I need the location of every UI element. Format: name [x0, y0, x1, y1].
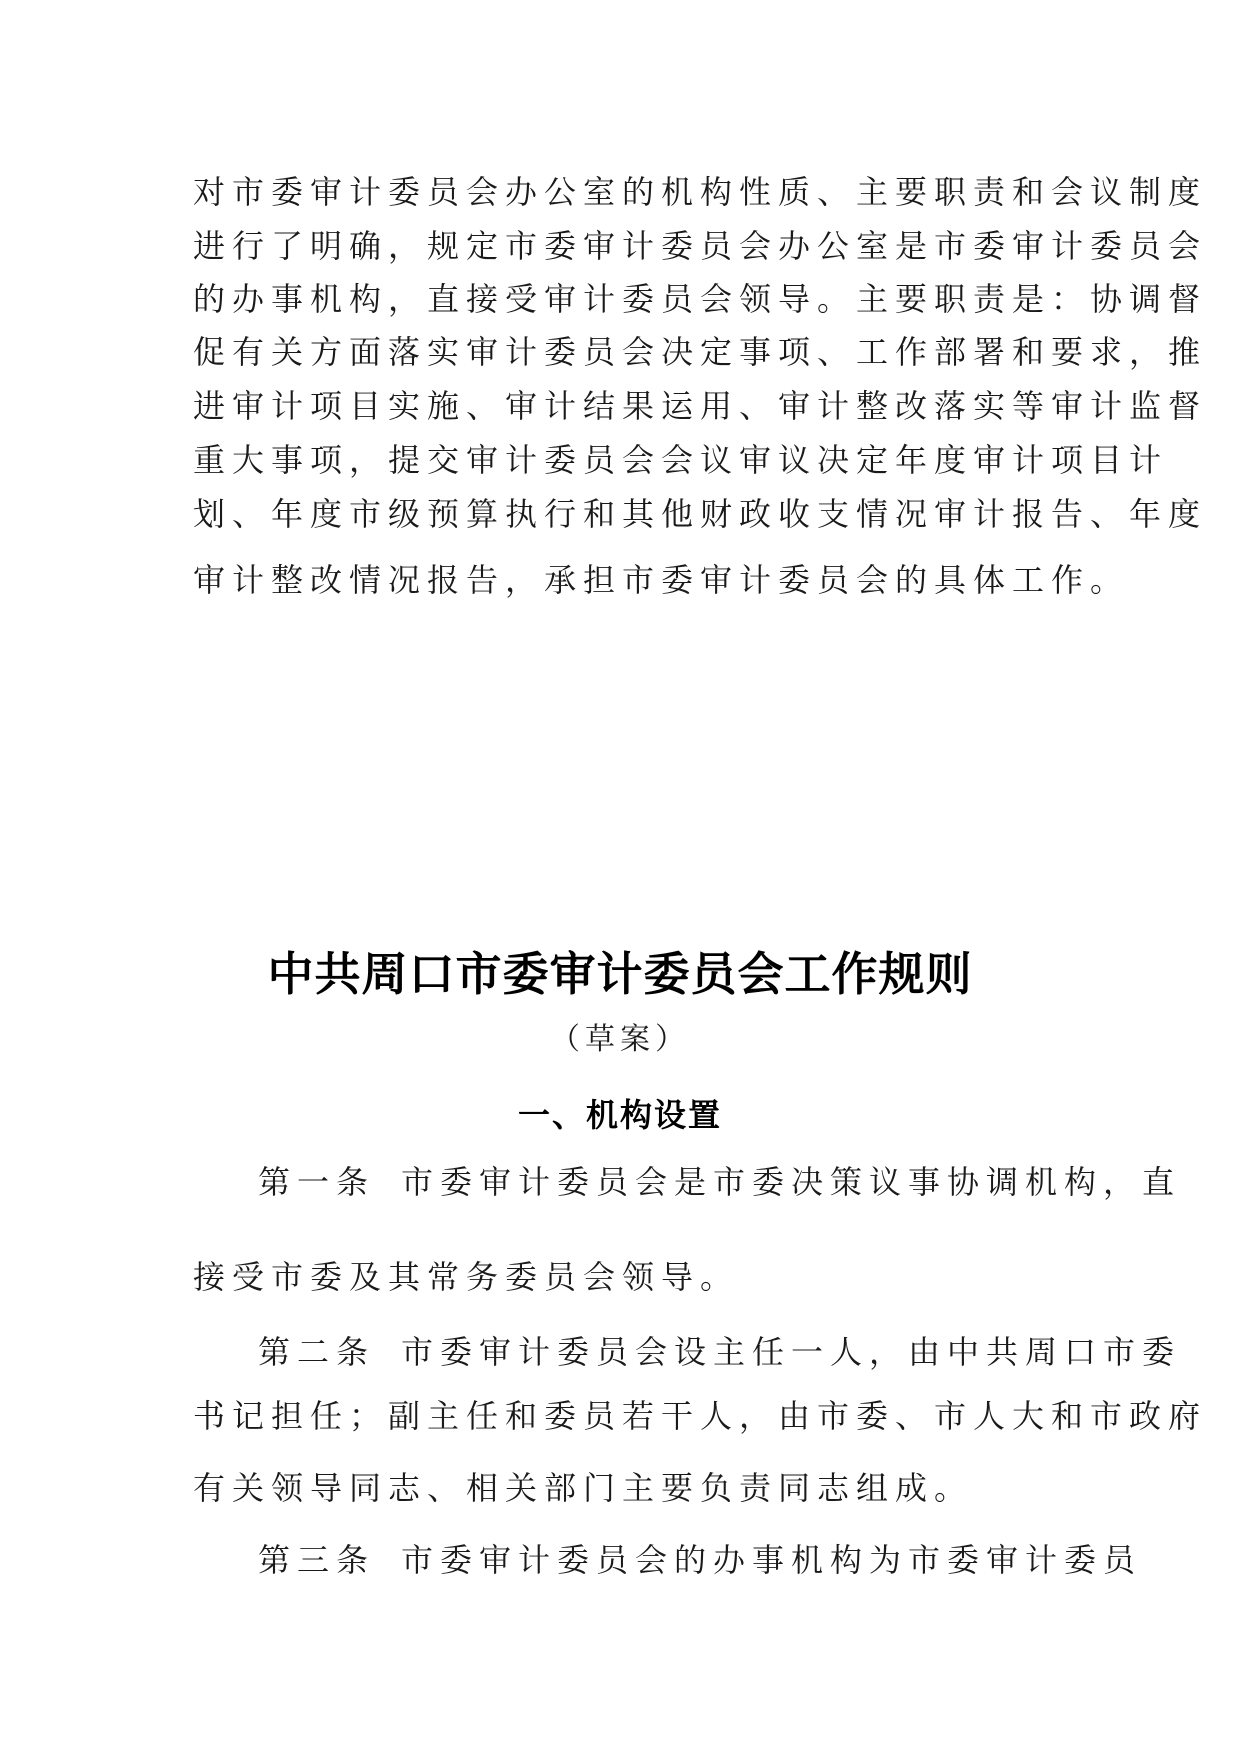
- document-subtitle: （草案）: [550, 1022, 690, 1057]
- intro-line: 划、年度市级预算执行和其他财政收支情况审计报告、年度: [193, 495, 1208, 533]
- article-text: 市委审计委员会设主任一人，由中共周口市委: [401, 1333, 1182, 1371]
- article-number: 第一条: [258, 1163, 376, 1201]
- article-number: 第三条: [258, 1541, 376, 1579]
- intro-line: 重大事项，提交审计委员会会议审议决定年度审计项目计: [193, 441, 1169, 479]
- section-heading: 一、机构设置: [517, 1096, 722, 1134]
- intro-line: 促有关方面落实审计委员会决定事项、工作部署和要求，推: [193, 333, 1208, 371]
- article-number: 第二条: [258, 1333, 376, 1371]
- article-text: 市委审计委员会的办事机构为市委审计委员: [401, 1541, 1143, 1579]
- intro-line: 对市委审计委员会办公室的机构性质、主要职责和会议制度: [193, 173, 1208, 211]
- article-first-line: [258, 1162, 1182, 1202]
- intro-line: 进行了明确，规定市委审计委员会办公室是市委审计委员会: [193, 227, 1208, 265]
- article-first-line: [258, 1332, 1182, 1372]
- intro-line: 进审计项目实施、审计结果运用、审计整改落实等审计监督: [193, 387, 1208, 425]
- article-line: 有关领导同志、相关部门主要负责同志组成。: [193, 1469, 974, 1507]
- article-line: 书记担任；副主任和委员若干人，由市委、市人大和市政府: [193, 1397, 1208, 1435]
- article-text: 市委审计委员会是市委决策议事协调机构，直: [401, 1163, 1182, 1201]
- document-title: 中共周口市委审计委员会工作规则: [267, 947, 973, 1001]
- article-line: 接受市委及其常务委员会领导。: [193, 1258, 740, 1296]
- intro-line: 审计整改情况报告，承担市委审计委员会的具体工作。: [193, 561, 1130, 599]
- intro-line: 的办事机构，直接受审计委员会领导。主要职责是：协调督: [193, 280, 1208, 318]
- article-first-line: [258, 1540, 1143, 1580]
